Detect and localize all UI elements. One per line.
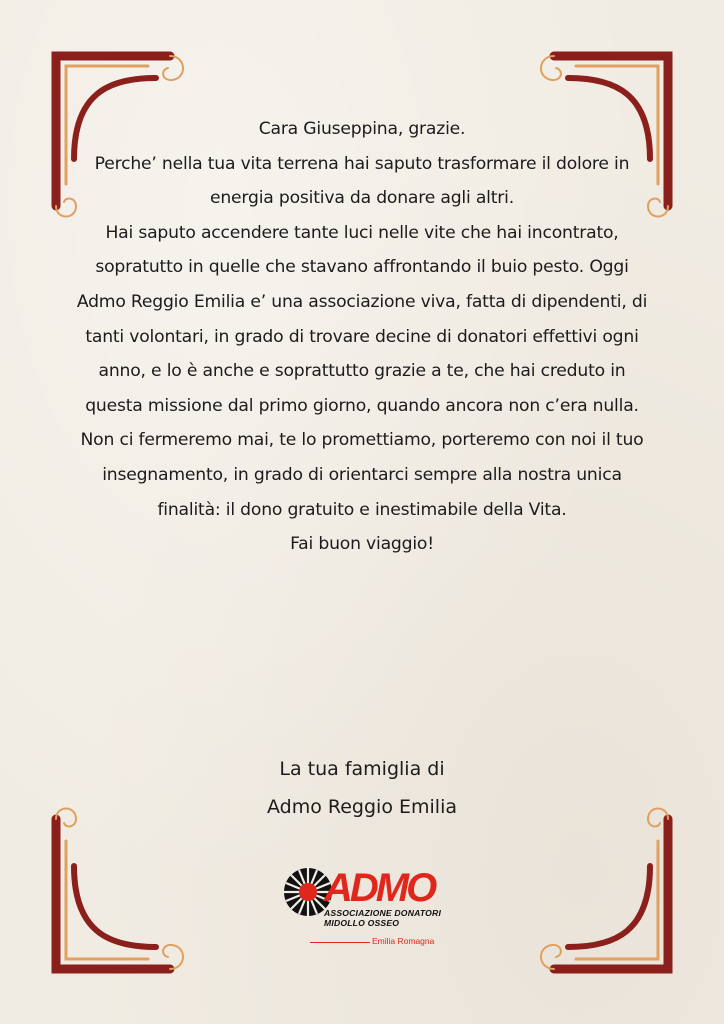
letter-body: [70, 112, 654, 562]
admo-logo: [282, 862, 452, 952]
letter-greeting: Cara Giuseppina, grazie.: [258, 119, 466, 139]
letter-paragraph: Hai saputo accendere tante luci nelle vite che hai incontrato, sopratutto in quelle che stavano affrontando il buio pesto. Oggi Admo Reggio Emilia e’ una associazione viva, fatta di dipendenti, di tanti volontari, in grado di trovare decine di donatori effettivi ogni anno, e lo è anche e soprattutto grazie a te, che hai creduto in questa missione dal primo giorno, quando ancora non c’era nulla.: [76, 222, 648, 416]
admo-wordmark: ADMO: [324, 866, 435, 910]
admo-subtitle-line-2: MIDOLLO OSSEO: [324, 918, 400, 928]
corner-ornament-bottom-right: [536, 806, 686, 991]
admo-subtitle: [324, 908, 454, 928]
signature: [112, 750, 612, 826]
corner-ornament-bottom-left: [38, 806, 188, 991]
admo-region: Emilia Romagna: [372, 936, 435, 946]
admo-subtitle-line-1: ASSOCIAZIONE DONATORI: [324, 908, 442, 918]
admo-divider: [310, 942, 370, 943]
letter-closing-line: Fai buon viaggio!: [290, 534, 434, 555]
signature-line-2: Admo Reggio Emilia: [267, 796, 457, 818]
letter-paragraph: Perche’ nella tua vita terrena hai saputo trasformare il dolore in energia positiva da donare agli altri.: [94, 153, 630, 209]
letter-paragraph: Non ci fermeremo mai, te lo promettiamo, porteremo con noi il tuo insegnamento, in grado di orientarci sempre alla nostra unica finalità: il dono gratuito e inestimabile della Vita.: [80, 430, 644, 520]
signature-line-1: La tua famiglia di: [279, 758, 445, 780]
